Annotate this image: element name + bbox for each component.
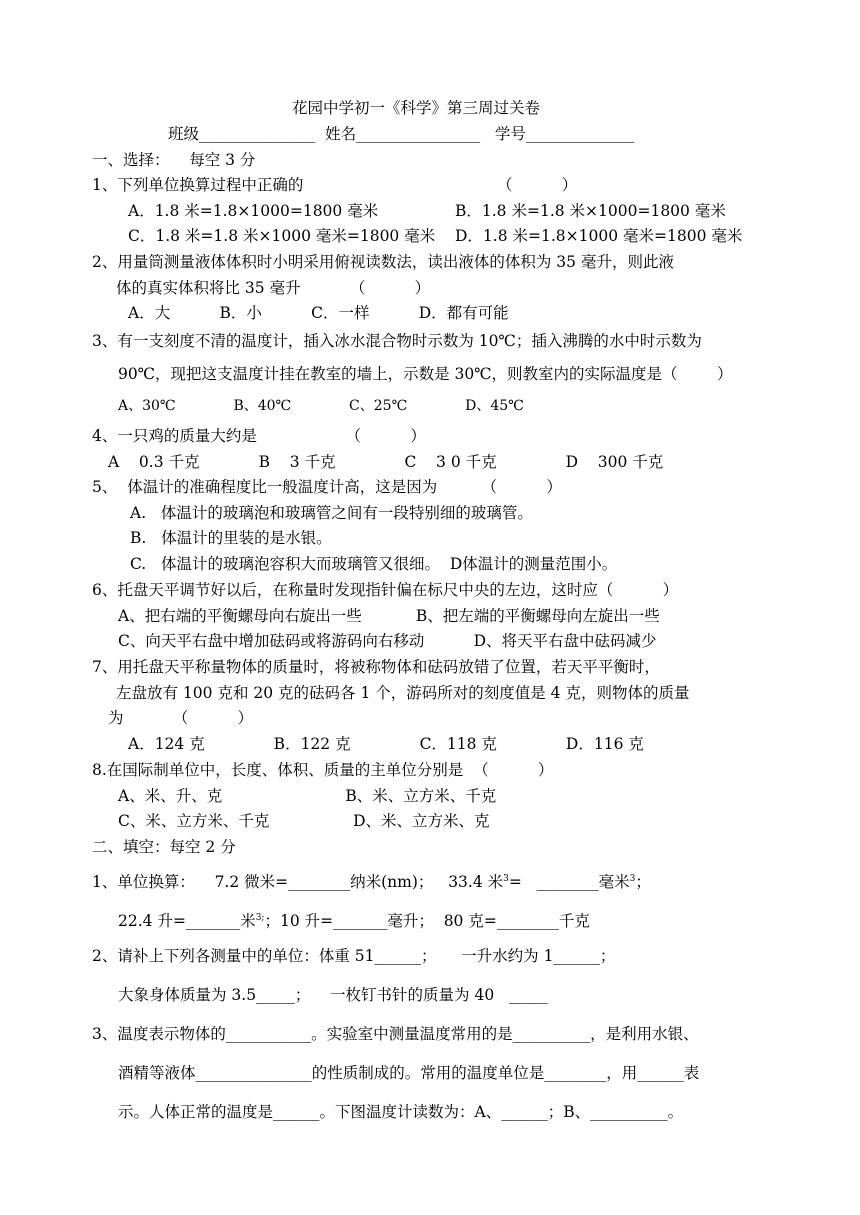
fill-q1-line-2-text: 22.4 升=_______米 <box>118 912 256 930</box>
fill-q1-line-1-blank: = ________毫米 <box>508 873 630 891</box>
student-info-line: 班级_______________ 姓名________________ 学号______________ <box>168 125 635 143</box>
q1-option-b: B．1.8 米=1.8 米×1000=1800 毫米 <box>455 202 726 220</box>
fill-q1-line-2-rest: ；10 升=_______毫升； 80 克=________千克 <box>264 912 590 930</box>
q4-options: A 0.3 千克 B 3 千克 C 3 0 千克 D 300 千克 <box>108 453 664 471</box>
section-choice-heading: 一、选择： 每空 3 分 <box>92 151 256 169</box>
q8-options-cd: C、米、立方米、千克 D、米、立方米、克 <box>118 812 490 830</box>
q5-option-a: A. 体温计的玻璃泡和玻璃管之间有一段特别细的玻璃管。 <box>130 504 533 522</box>
q7-line-3: 为 （ ） <box>108 709 254 727</box>
q1-stem: 1、下列单位换算过程中正确的 <box>92 176 304 194</box>
q5-stem: 5、 体温计的准确程度比一般温度计高，这是因为 （ ） <box>92 478 562 496</box>
q3-options: A、30℃ B、40℃ C、25℃ D、45℃ <box>118 398 524 414</box>
superscript-3: 3 <box>503 874 509 884</box>
q3-line-1: 3、有一支刻度不清的温度计，插入冰水混合物时示数为 10℃；插入沸腾的水中时示数为 <box>92 332 702 350</box>
q2-line-2: 体的真实体积将比 35 毫升 （ ） <box>116 279 431 297</box>
fill-q1-line-1-end: ； <box>635 873 651 891</box>
q8-options-ab: A、米、升、克 B、米、立方米、千克 <box>118 787 497 805</box>
fill-q3-line-3: 示。人体正常的温度是______。下图温度计读数为：A、______；B、__________。 <box>118 1103 684 1121</box>
q6-options-cd: C、向天平右盘中增加砝码或将游码向右移动 D、将天平右盘中砝码减少 <box>118 632 657 650</box>
q7-options: A．124 克 B．122 克 C．118 克 D．116 克 <box>128 735 644 753</box>
q8-stem: 8.在国际制单位中，长度、体积、质量的主单位分别是 （ ） <box>92 761 554 779</box>
q6-options-ab: A、把右端的平衡螺母向右旋出一些 B、把左端的平衡螺母向左旋出一些 <box>118 607 660 625</box>
superscript-3: 3 <box>629 874 636 884</box>
fill-q3-line-1: 3、温度表示物体的___________。实验室中测量温度常用的是__________，是利用水银、 <box>92 1025 699 1043</box>
q6-stem: 6、托盘天平调节好以后，在称量时发现指针偏在标尺中央的左边，这时应（ ） <box>92 581 679 599</box>
q2-line-1: 2、用量筒测量液体体积时小明采用俯视读数法，读出液体的体积为 35 毫升，则此液 <box>92 253 674 271</box>
q7-line-1: 7、用托盘天平称量物体的质量时，将被称物体和砝码放错了位置，若天平平衡时， <box>92 658 660 676</box>
fill-q2-line-2: 大象身体质量为 3.5_____； 一枚钉书针的质量为 40 _____ <box>118 986 548 1004</box>
q2-options: A．大 B．小 C．一样 D．都有可能 <box>128 304 509 322</box>
q1-option-d: D．1.8 米=1.8×1000 毫米=1800 毫米 <box>455 227 743 245</box>
q1-option-c: C．1.8 米=1.8 米×1000 毫米=1800 毫米 <box>128 227 436 245</box>
superscript-3: 3; <box>255 913 265 923</box>
fill-q1-line-1 <box>92 869 651 892</box>
section-fill-heading: 二、填空：每空 2 分 <box>92 838 236 856</box>
fill-q2-line-1: 2、请补上下列各测量中的单位：体重 51______； 一升水约为 1______； <box>92 947 616 965</box>
q5-option-c-d: C. 体温计的玻璃泡容积大而玻璃管又很细。 D体温计的测量范围小。 <box>130 555 618 573</box>
q7-line-2: 左盘放有 100 克和 20 克的砝码各 1 个，游码所对的刻度值是 4 克，则物体的质量 <box>116 684 690 702</box>
fill-q1-line-2 <box>118 908 590 931</box>
q5-option-b: B. 体温计的里装的是水银。 <box>130 529 332 547</box>
exam-title: 花园中学初一《科学》第三周过关卷 <box>292 99 541 117</box>
q1-answer-paren: （ ） <box>497 176 578 194</box>
q1-option-a: A．1.8 米=1.8×1000=1800 毫米 <box>128 202 379 220</box>
fill-q3-line-2: 酒精等液体_______________的性质制成的。常用的温度单位是________，用______表 <box>118 1064 700 1082</box>
q3-line-2: 90℃，现把这支温度计挂在教室的墙上，示数是 30℃，则教室内的实际温度是（ ） <box>118 365 733 383</box>
q4-stem: 4、一只鸡的质量大约是 （ ） <box>92 427 426 445</box>
fill-q1-line-1-text: 1、单位换算： 7.2 微米=________纳米(nm)； 33.4 米 <box>92 873 504 891</box>
